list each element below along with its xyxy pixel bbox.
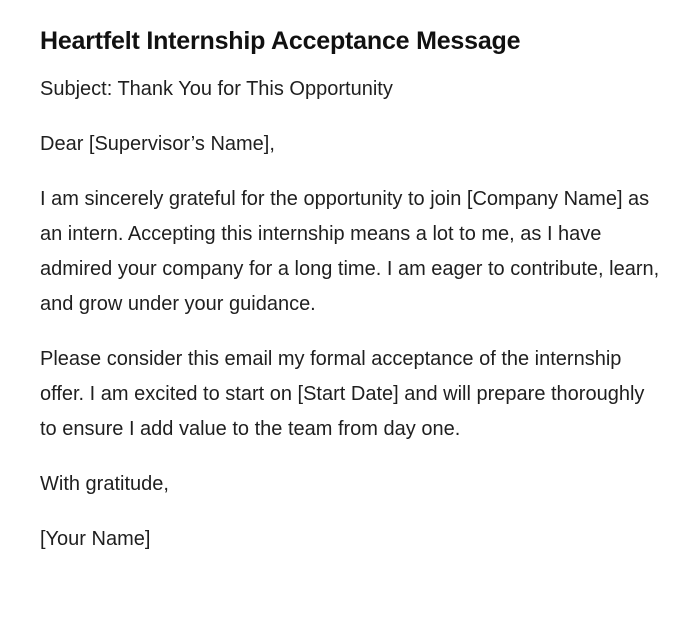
document-title: Heartfelt Internship Acceptance Message [40, 27, 521, 55]
closing-line: With gratitude, [40, 473, 169, 495]
signature: [Your Name] [40, 528, 151, 550]
salutation: Dear [Supervisor’s Name], [40, 133, 275, 155]
body-paragraph-1: I am sincerely grateful for the opportunity to join [Company Name] as an intern. Accepting this internship means a lot to me, as I have admired your company for a long time. I am eager to contribute, learn, and grow under your guidance. [40, 188, 660, 315]
subject-line: Subject: Thank You for This Opportunity [40, 78, 393, 100]
body-paragraph-2: Please consider this email my formal acceptance of the internship offer. I am excited to start on [Start Date] and will prepare thoroughly to ensure I add value to the team from day one. [40, 348, 645, 440]
